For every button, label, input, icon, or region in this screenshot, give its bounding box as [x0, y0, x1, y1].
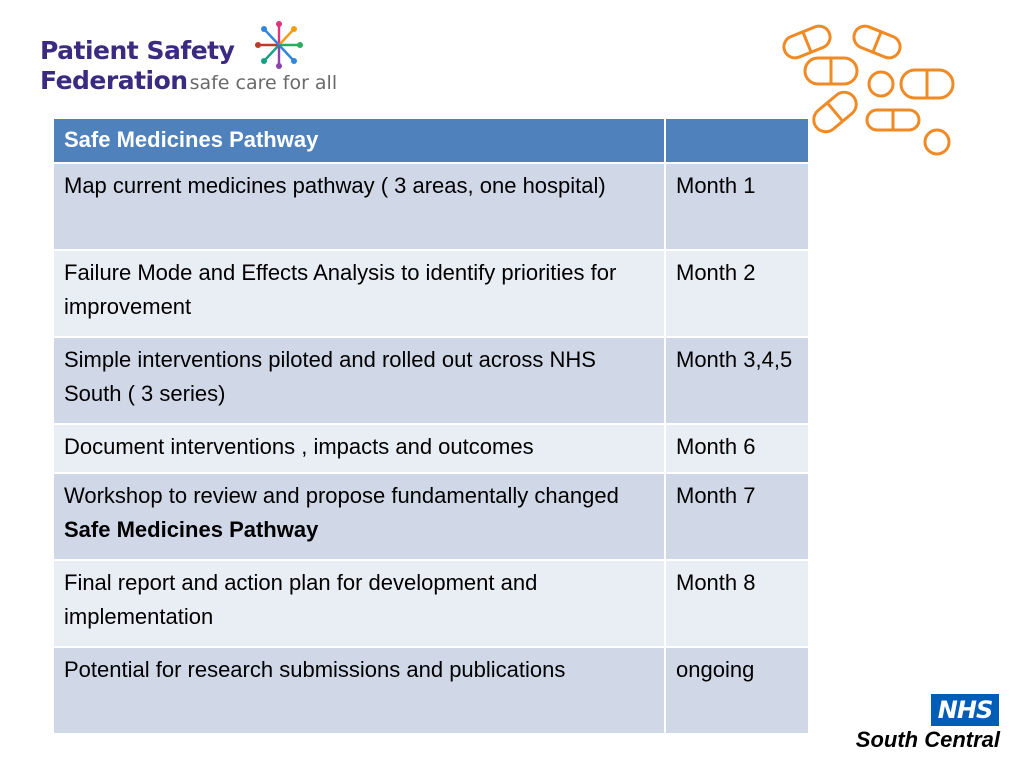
timing-cell: Month 8 — [665, 560, 809, 647]
task-cell: Final report and action plan for development and implementation — [53, 560, 665, 647]
patient-safety-federation-logo — [36, 16, 354, 98]
logo-tagline: safe care for all — [189, 72, 338, 94]
nhs-region-label: South Central — [855, 727, 1000, 752]
task-bold-text: Safe Medicines Pathway — [64, 517, 319, 542]
header-task: Safe Medicines Pathway — [53, 118, 665, 163]
task-cell: Failure Mode and Effects Analysis to identify priorities for improvement — [53, 250, 665, 337]
task-cell — [53, 473, 665, 560]
table-row — [53, 560, 809, 647]
timing-cell: ongoing — [665, 647, 809, 734]
table-header-row — [53, 118, 809, 163]
table-row — [53, 337, 809, 424]
table-row — [53, 424, 809, 473]
timing-cell: Month 6 — [665, 424, 809, 473]
task-cell: Document interventions , impacts and outcomes — [53, 424, 665, 473]
starburst-icon — [254, 20, 304, 70]
task-cell: Map current medicines pathway ( 3 areas, one hospital) — [53, 163, 665, 250]
logo-name-line1: Patient Safety — [40, 36, 235, 65]
timing-cell: Month 2 — [665, 250, 809, 337]
table-row — [53, 647, 809, 734]
timing-cell: Month 3,4,5 — [665, 337, 809, 424]
table-row — [53, 163, 809, 250]
table-row — [53, 250, 809, 337]
pathway-table — [52, 117, 810, 735]
nhs-logo: NHS — [931, 694, 999, 726]
task-text: Workshop to review and propose fundamentally changed — [64, 483, 619, 508]
table-row — [53, 473, 809, 560]
task-cell: Simple interventions piloted and rolled out across NHS South ( 3 series) — [53, 337, 665, 424]
timing-cell: Month 7 — [665, 473, 809, 560]
logo-name-federation: Federation — [40, 66, 188, 95]
task-cell: Potential for research submissions and publications — [53, 647, 665, 734]
timing-cell: Month 1 — [665, 163, 809, 250]
logo-name-line2 — [40, 66, 337, 95]
header-timing — [665, 118, 809, 163]
